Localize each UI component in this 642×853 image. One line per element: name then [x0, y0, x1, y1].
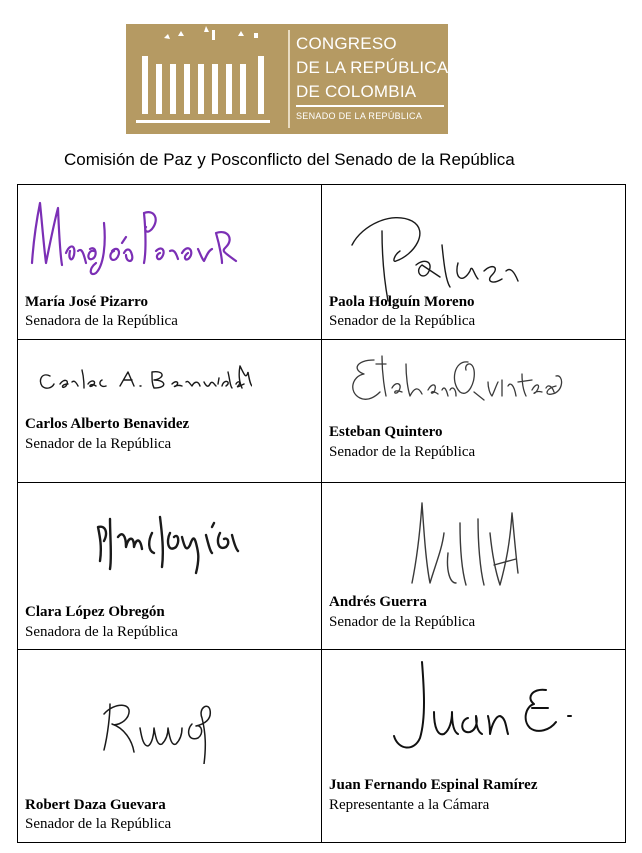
logo-rule: [296, 105, 444, 107]
logo-text: [296, 32, 449, 122]
logo-line-3: DE COLOMBIA: [296, 82, 417, 101]
signatory-role: Senador de la República: [329, 313, 476, 329]
signature-cell: [322, 340, 626, 483]
signatory-name: Carlos Alberto Benavidez: [25, 416, 190, 432]
signature-cell: [322, 650, 626, 843]
signature-guerra: [382, 493, 532, 593]
congress-logo: [126, 24, 448, 134]
signature-benavidez: [32, 358, 252, 398]
table-row: [18, 650, 626, 843]
logo-line-1: CONGRESO: [296, 34, 397, 53]
signatory-role: Senador de la República: [25, 816, 172, 832]
signature-cell: [18, 185, 322, 340]
signature-espinal: [382, 658, 582, 758]
signature-holguin: [342, 205, 542, 305]
signatory-role: Senadora de la República: [25, 313, 178, 329]
signature-table: [17, 184, 626, 843]
signature-quintero: [346, 352, 566, 416]
table-row: [18, 483, 626, 650]
table-row: [18, 185, 626, 340]
signatory-name: Robert Daza Guevara: [25, 797, 166, 813]
signature-cell: [18, 483, 322, 650]
signature-cell: [18, 650, 322, 843]
signature-pizarro: [26, 193, 246, 283]
signatory-role: Senadora de la República: [25, 624, 178, 640]
signatory-name: Juan Fernando Espinal Ramírez: [329, 777, 538, 793]
signatory-role: Representante a la Cámara: [329, 797, 490, 813]
signatory-name: Paola Holguín Moreno: [329, 294, 475, 310]
signatory-role: Senador de la República: [25, 436, 172, 452]
signature-cell: [322, 483, 626, 650]
signature-daza: [94, 684, 244, 764]
signature-cell: [322, 185, 626, 340]
signature-cell: [18, 340, 322, 483]
logo-divider: [288, 30, 290, 128]
logo-line-2: DE LA REPÚBLICA: [296, 58, 449, 77]
signatory-role: Senador de la República: [329, 614, 476, 630]
page-title: Comisión de Paz y Posconflicto del Senado de la República: [64, 150, 515, 169]
table-row: [18, 340, 626, 483]
signatory-role: Senador de la República: [329, 444, 476, 460]
capitol-emblem-icon: [126, 24, 280, 134]
signatory-name: Clara López Obregón: [25, 604, 165, 620]
signatory-name: Esteban Quintero: [329, 424, 443, 440]
signature-lopez: [88, 497, 248, 577]
signatory-name: Andrés Guerra: [329, 594, 427, 610]
logo-subtitle: SENADO DE LA REPÚBLICA: [296, 111, 423, 121]
signatory-name: María José Pizarro: [25, 294, 149, 310]
